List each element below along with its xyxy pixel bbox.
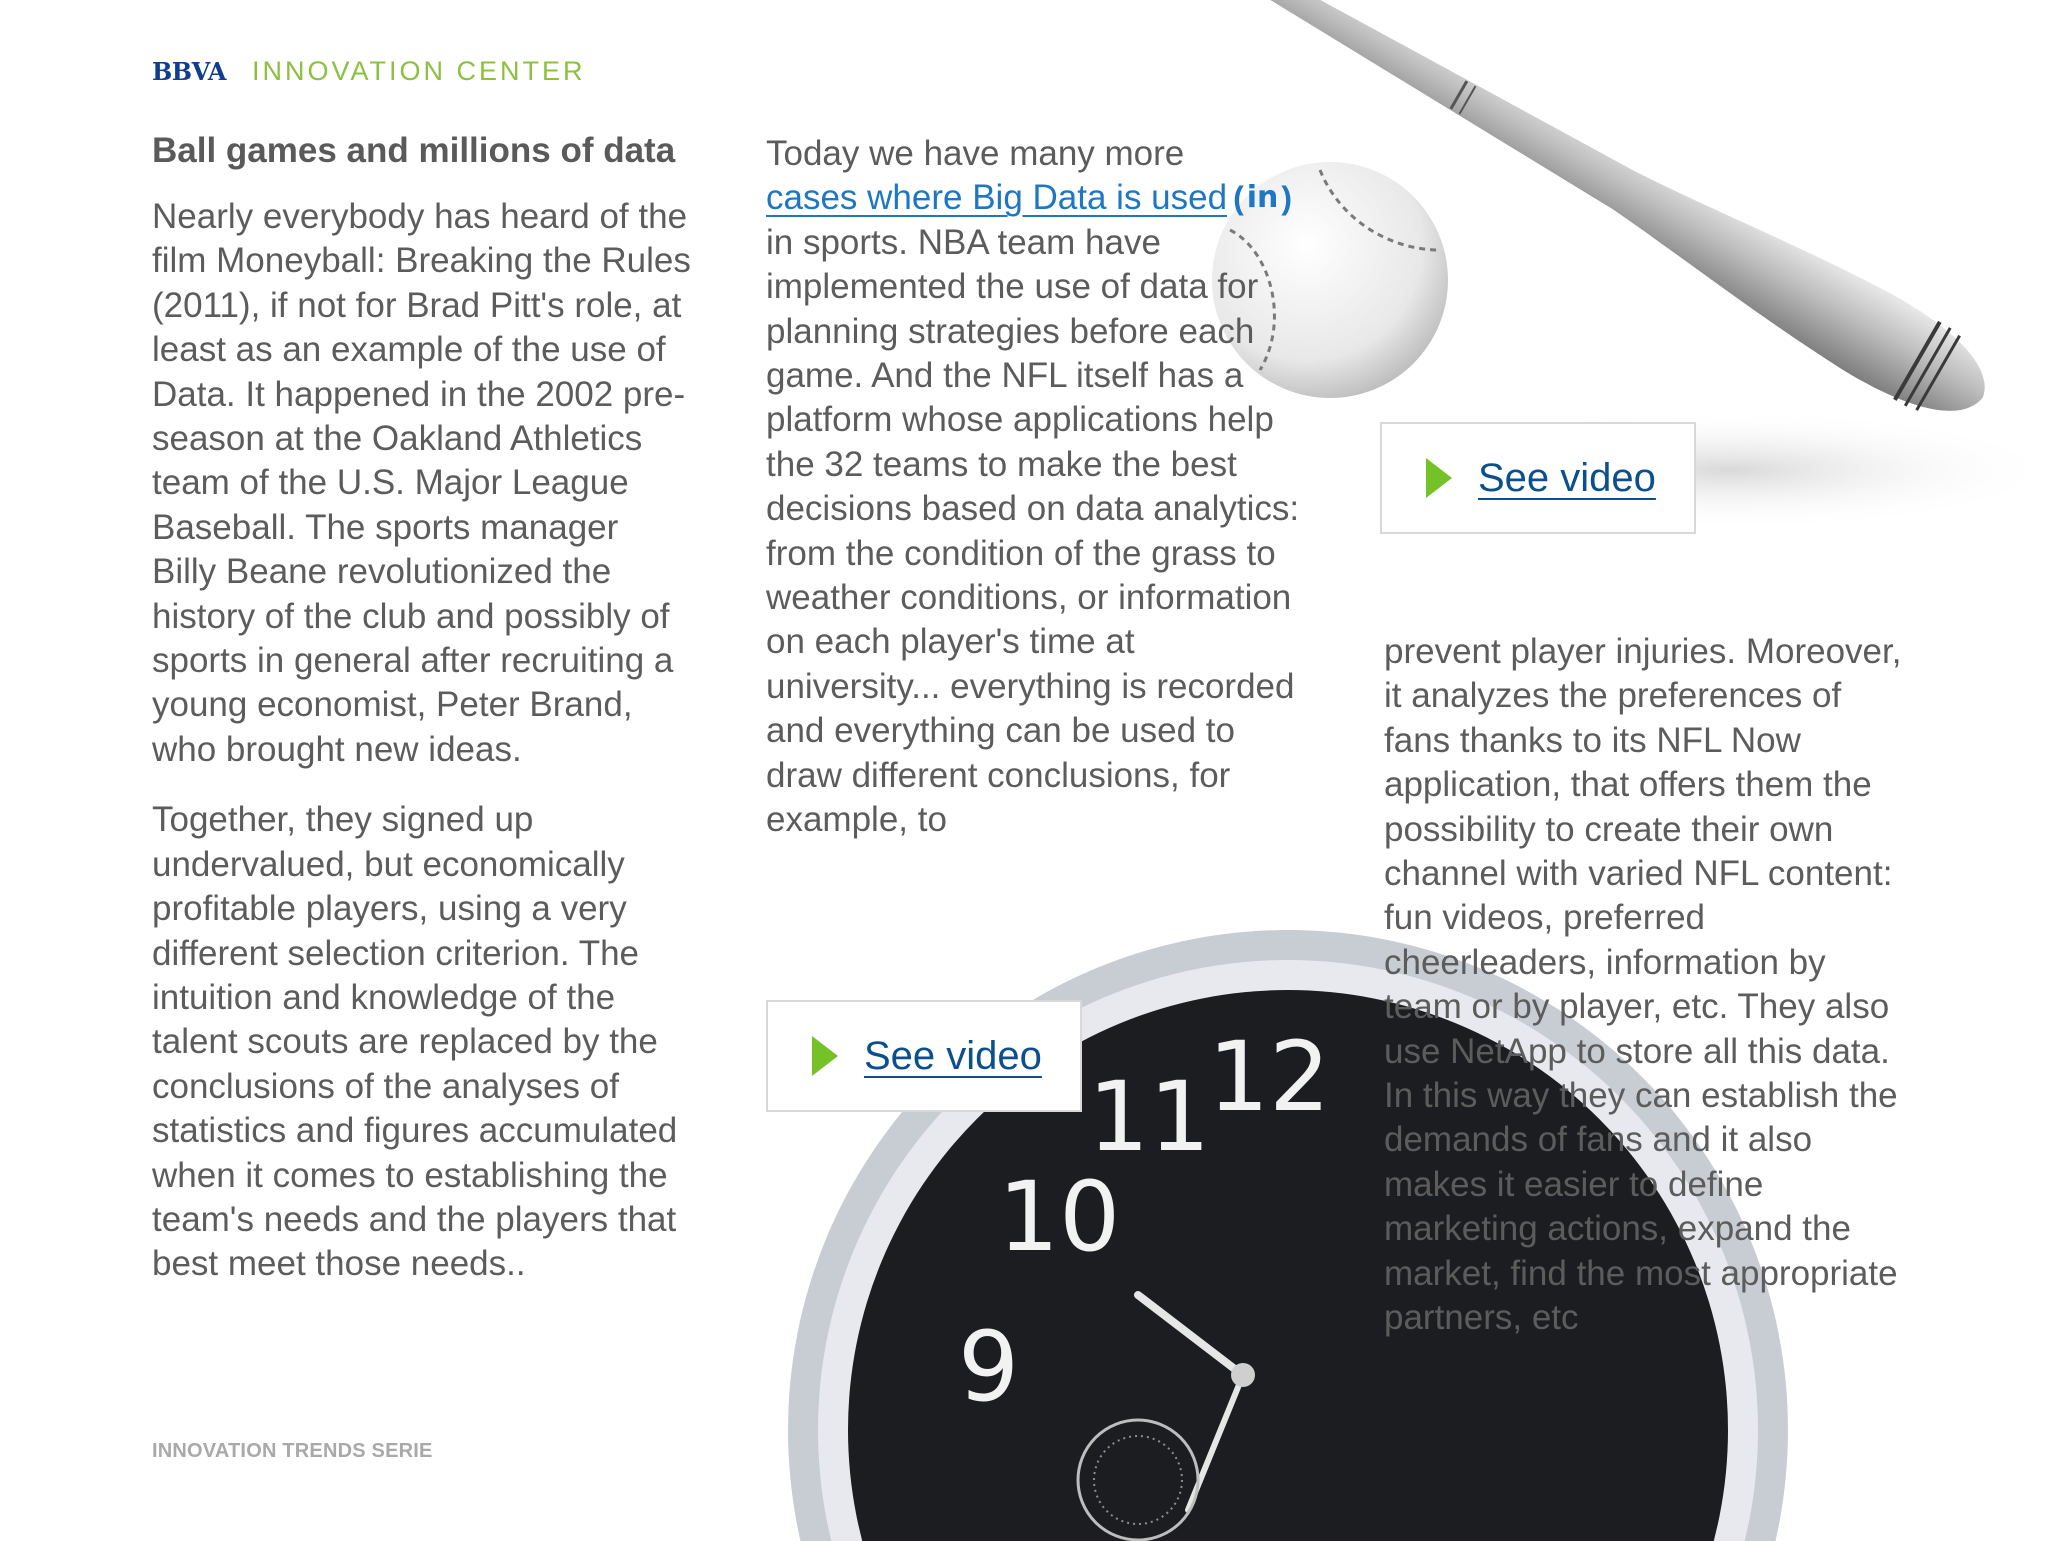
article-column-2 <box>766 132 1306 843</box>
intro-text: Today we have many more <box>766 134 1185 173</box>
big-data-cases-link[interactable]: cases where Big Data is used <box>766 178 1228 218</box>
see-video-button-clock[interactable] <box>766 1000 1082 1112</box>
bbva-logo: BBVA <box>152 56 226 86</box>
linkedin-share-button[interactable]: ( in ) <box>1233 176 1292 220</box>
see-video-button-baseball[interactable] <box>1380 422 1696 534</box>
brand-title: INNOVATION CENTER <box>251 55 586 86</box>
see-video-label: See video <box>864 1033 1042 1078</box>
page-header <box>152 56 585 86</box>
paragraph-fans: prevent player injuries. Moreover, it analyzes the preferences of fans thanks to its NFL Now application, that offers them the possibility to create their own channel with varied NFL content: fun videos, preferred cheerleaders, information by team or by player, etc. They also use NetApp to store all this data. In this way they can establish the demands of fans and it also makes it easier to define marketing actions, expand the market, find the most appropriate partners, etc <box>1384 632 1902 1338</box>
article-column-1 <box>152 129 692 1287</box>
section-heading: Ball games and millions of data <box>152 131 676 170</box>
clock-numeral-11: 11 <box>1088 1061 1211 1173</box>
play-icon <box>812 1036 838 1076</box>
paragraph-big-data-sports <box>766 132 1306 843</box>
article-column-3 <box>1384 630 1904 1341</box>
series-footer: INNOVATION TRENDS SERIE <box>152 1440 433 1462</box>
linkedin-icon: in <box>1246 180 1279 216</box>
play-icon <box>1426 458 1452 498</box>
clock-numeral-12: 12 <box>1208 1021 1331 1133</box>
clock-numeral-10: 10 <box>998 1161 1121 1273</box>
see-video-label: See video <box>1478 455 1656 500</box>
nfl-text: in sports. NBA team have implemented the use of data for planning strategies before each game. And the NFL itself has a platform whose applications help the 32 teams to make the best decisions based on data analytics: from the condition of the grass to weather conditions, or information on each player's time at university... everything is recorded and everything can be used to draw different conclusions, for example, to <box>766 222 1300 840</box>
paragraph-moneyball: Nearly everybody has heard of the film Moneyball: Breaking the Rules (2011), if not for Brad Pitt's role, at least as an example of the use of Data. It happened in the 2002 pre-season at the Oakland Athletics team of the U.S. Major League Baseball. The sports manager Billy Beane revolutionized the history of the club and possibly of sports in general after recruiting a young economist, Peter Brand, who brought new ideas. <box>152 197 691 769</box>
paragraph-selection: Together, they signed up undervalued, but economically profitable players, using a very different selection criterion. The intuition and knowledge of the talent scouts are replaced by the conclusions of the analyses of statistics and figures accumulated when it comes to establishing the team's needs and the players that best meet those needs.. <box>152 800 678 1284</box>
clock-numeral-9: 9 <box>958 1311 1020 1423</box>
